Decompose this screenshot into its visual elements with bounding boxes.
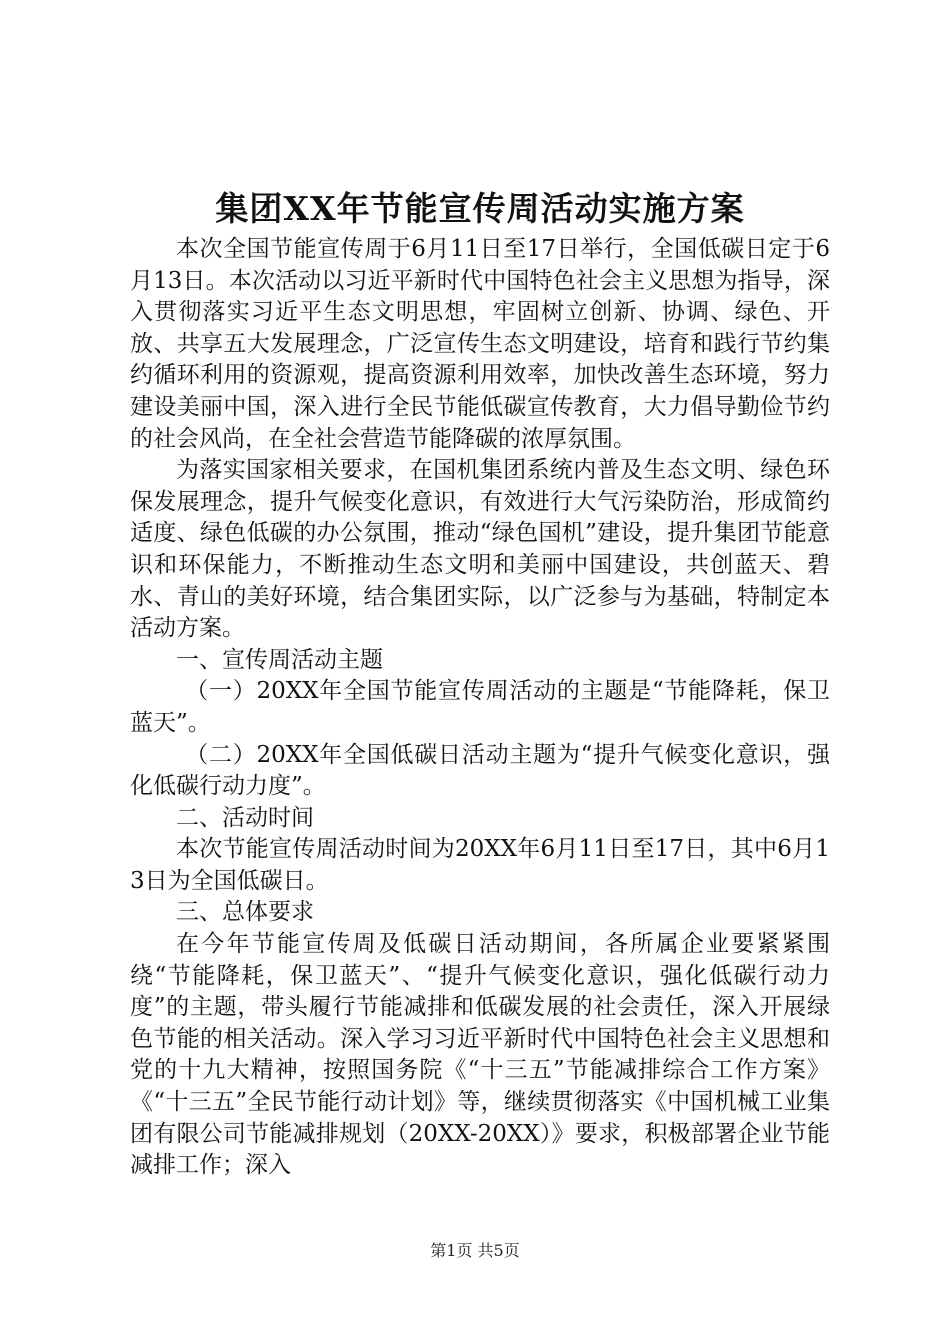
- paragraph-theme-1: （一）20XX年全国节能宣传周活动的主题是“节能降耗，保卫蓝天”。: [130, 678, 830, 736]
- paragraph-theme-2: （二）20XX年全国低碳日活动主题为“提升气候变化意识，强化低碳行动力度”。: [130, 741, 830, 800]
- section-heading-theme: 一、宣传周活动主题: [176, 646, 383, 673]
- section-heading-time: 二、活动时间: [176, 804, 314, 831]
- paragraph-purpose: 为落实国家相关要求，在国机集团系统内普及生态文明、绿色环保发展理念，提升气候变化意识，有效进行大气污染防治，形成简约适度、绿色低碳的办公氛围，推动“绿色国机”建设，提升集团节能意识和环保能力，不断推动生态文明和美丽中国建设，共创蓝天、碧水、青山的美好环境，结合集团实际，以广泛参与为基础，特制定本活动方案。: [130, 457, 830, 642]
- section-heading-requirements: 三、总体要求: [176, 899, 314, 926]
- page-number: 第1页 共5页: [430, 1241, 520, 1260]
- document-title: 集团XX年节能宣传周活动实施方案: [215, 189, 745, 228]
- paragraph-intro: 本次全国节能宣传周于6月11日至17日举行，全国低碳日定于6月13日。本次活动以习近平新时代中国特色社会主义思想为指导，深入贯彻落实习近平生态文明思想，牢固树立创新、协调、绿色、开放、共享五大发展理念，广泛宣传生态文明建设，培育和践行节约集约循环利用的资源观，提高资源利用效率，加快改善生态环境，努力建设美丽中国，深入进行全民节能低碳宣传教育，大力倡导勤俭节约的社会风尚，在全社会营造节能降碳的浓厚氛围。: [130, 236, 830, 452]
- document-body: [130, 234, 830, 1182]
- paragraph-requirements: 在今年节能宣传周及低碳日活动期间，各所属企业要紧紧围绕“节能降耗，保卫蓝天”、“提升气候变化意识，强化低碳行动力度”的主题，带头履行节能减排和低碳发展的社会责任，深入开展绿色节能的相关活动。深入学习习近平新时代中国特色社会主义思想和党的十九大精神，按照国务院《“十三五”节能减排综合工作方案》《“十三五”全民节能行动计划》等，继续贯彻落实《中国机械工业集团有限公司节能减排规划（20XX-20XX）》要求，积极部署企业节能减排工作；深入: [130, 931, 830, 1179]
- paragraph-time: 本次节能宣传周活动时间为20XX年6月11日至17日，其中6月13日为全国低碳日。: [130, 836, 830, 894]
